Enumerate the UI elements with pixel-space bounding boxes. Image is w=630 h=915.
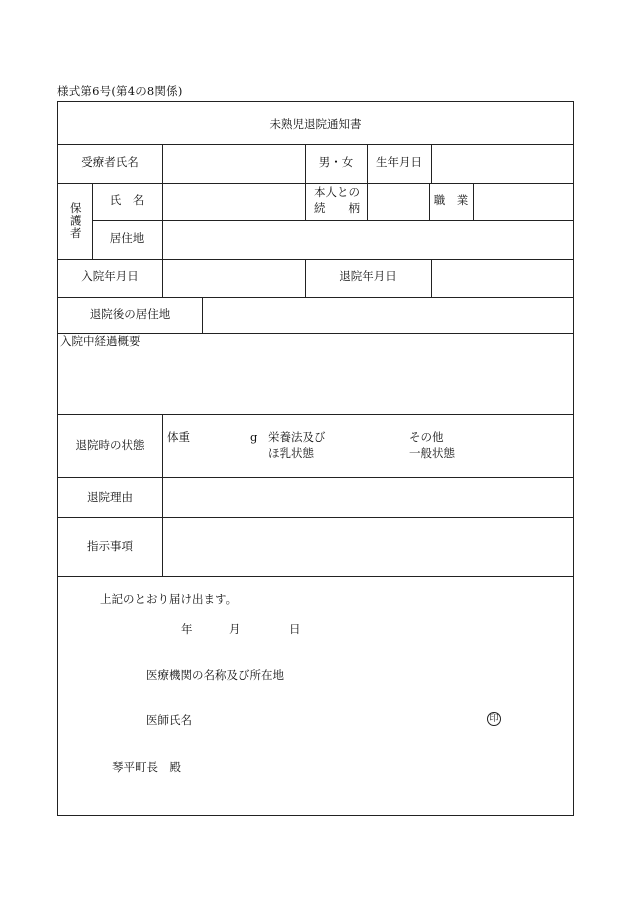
form-title: 未熟児退院通知書 [269, 117, 362, 131]
date-month-label: 月 [229, 622, 241, 636]
cell-divider [305, 183, 306, 220]
sex-label: 男・女 [318, 155, 354, 169]
cell-divider [162, 144, 163, 183]
weight-label: 体重 [167, 430, 190, 444]
row-divider [58, 297, 573, 298]
cell-divider [162, 414, 163, 576]
relation-label-line2: 続 柄 [314, 201, 360, 215]
cell-divider [162, 259, 163, 297]
seal-mark: 印 [487, 712, 501, 726]
post-discharge-address-label: 退院後の居住地 [89, 307, 171, 321]
row-divider [92, 220, 573, 221]
row-divider [58, 576, 573, 577]
instructions-label: 指示事項 [87, 539, 133, 553]
row-divider [58, 183, 573, 184]
addressee: 琴平町長 殿 [112, 760, 181, 774]
date-day-label: 日 [289, 622, 301, 636]
row-divider [58, 477, 573, 478]
weight-unit: g [250, 430, 258, 444]
physician-name-label: 医師氏名 [146, 713, 192, 727]
row-divider [58, 517, 573, 518]
occupation-label: 職 業 [433, 193, 469, 207]
notification-form [57, 101, 574, 816]
guardian-name-label: 氏 名 [109, 193, 145, 207]
date-year-label: 年 [181, 622, 193, 636]
other-label-line2: 一般状態 [409, 446, 455, 460]
declaration-statement: 上記のとおり届け出ます。 [100, 592, 238, 606]
nutrition-label-line1: 栄養法及び [268, 430, 326, 444]
guardian-section-label: 保護者 [68, 202, 83, 240]
cell-divider [431, 144, 432, 183]
cell-divider [202, 297, 203, 333]
cell-divider [473, 183, 474, 220]
institution-label: 医療機関の名称及び所在地 [146, 668, 284, 682]
row-divider [58, 414, 573, 415]
guardian-address-label: 居住地 [109, 231, 145, 245]
patient-name-label: 受療者氏名 [81, 155, 139, 169]
discharge-date-label: 退院年月日 [339, 269, 397, 283]
relation-label-line1: 本人との [314, 185, 360, 199]
nutrition-label-line2: ほ乳状態 [268, 446, 314, 460]
row-divider [58, 259, 573, 260]
discharge-condition-label: 退院時の状態 [75, 438, 145, 452]
cell-divider [431, 259, 432, 297]
other-label-line1: その他 [409, 430, 444, 444]
form-number: 様式第6号(第4の8関係) [57, 84, 183, 98]
hospital-course-label: 入院中経過概要 [60, 334, 141, 348]
birthdate-label: 生年月日 [376, 155, 422, 169]
cell-divider [162, 183, 163, 259]
row-divider [58, 144, 573, 145]
discharge-reason-label: 退院理由 [87, 490, 133, 504]
admission-date-label: 入院年月日 [81, 269, 139, 283]
